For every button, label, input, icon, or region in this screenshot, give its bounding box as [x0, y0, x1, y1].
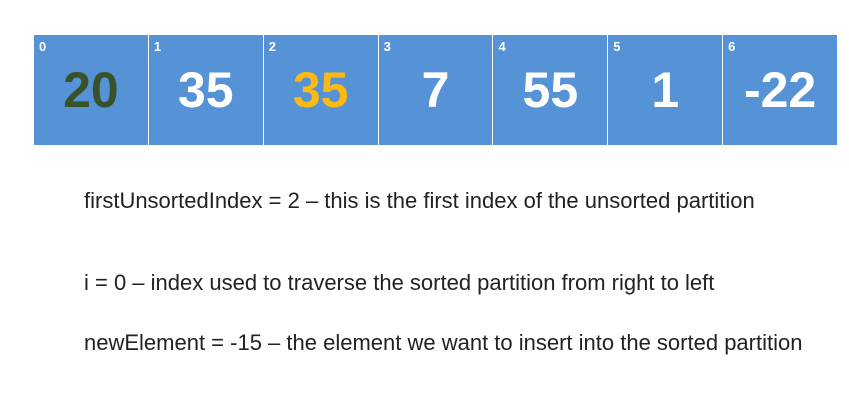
cell-index: 2: [268, 39, 276, 54]
cell-value: 1: [651, 62, 680, 118]
cell-value: 35: [292, 62, 349, 118]
cell-value: -22: [743, 62, 817, 118]
array-cell-5: [608, 35, 723, 145]
cell-index: 3: [383, 39, 391, 54]
cell-index: 1: [153, 39, 162, 54]
array-cell-3: [379, 35, 494, 145]
cell-value: 35: [177, 62, 234, 118]
array-cell-6: [723, 35, 837, 145]
cell-value: 20: [63, 62, 119, 118]
note-i-index: i = 0 – index used to traverse the sorted partition from right to left: [84, 270, 715, 295]
array-cell-4: [493, 35, 608, 145]
cell-index: 5: [613, 39, 621, 54]
cell-value: 7: [421, 62, 450, 118]
cell-index: 6: [728, 39, 736, 54]
array-cell-0: [34, 35, 149, 145]
note-new-element: newElement = -15 – the element we want to insert into the sorted partition: [84, 330, 803, 355]
array-row: [34, 35, 837, 145]
cell-index: 4: [498, 39, 506, 54]
cell-value: 55: [522, 62, 579, 118]
cell-index: 0: [39, 39, 47, 54]
array-cell-2: [264, 35, 379, 145]
note-first-unsorted-index: firstUnsortedIndex = 2 – this is the first index of the unsorted partition: [84, 188, 755, 213]
array-cell-1: [149, 35, 264, 145]
